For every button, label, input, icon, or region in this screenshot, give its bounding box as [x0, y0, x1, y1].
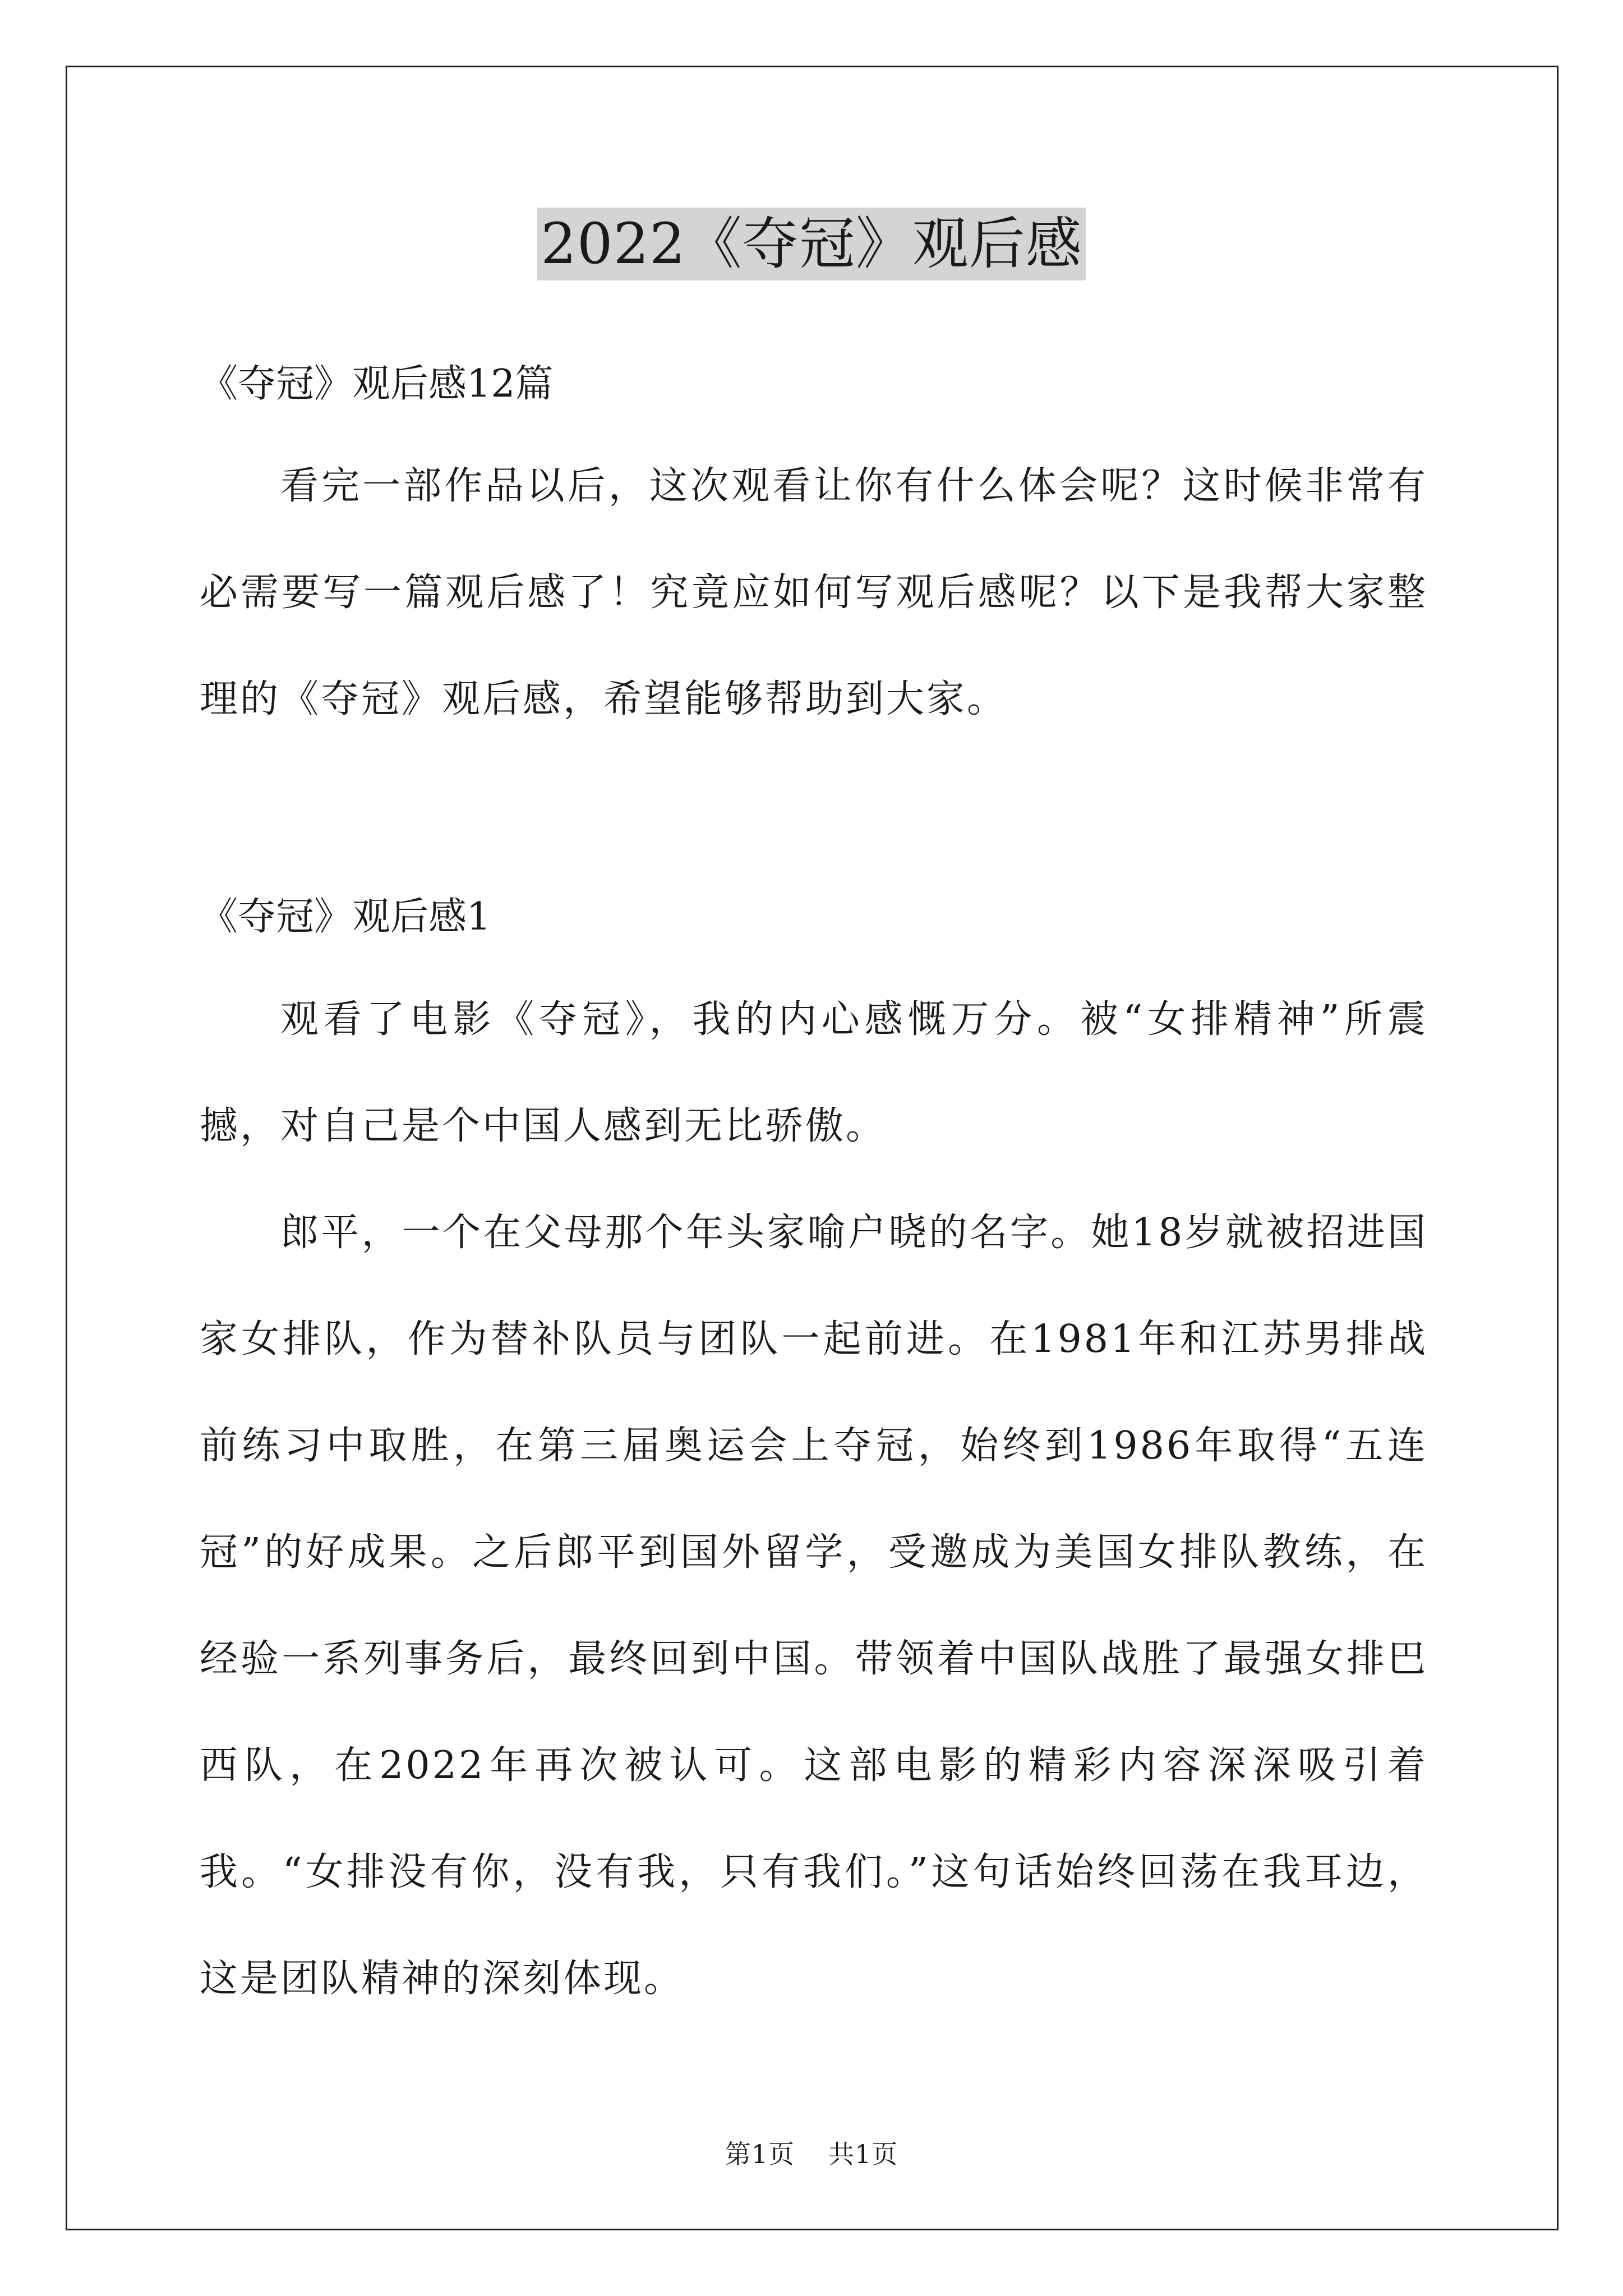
section-body [200, 967, 1428, 2032]
section-heading: 《夺冠》观后感1 [200, 895, 491, 939]
section-heading-block [200, 892, 1428, 942]
document-subtitle: 《夺冠》观后感12篇 [200, 362, 554, 406]
page-footer [0, 2137, 1623, 2171]
body-paragraph: 观看了电影《夺冠》，我的内心感慨万分。被“女排精神”所震撼，对自己是个中国人感到无比骄傲。 [200, 997, 1428, 1148]
document-title: 2022《夺冠》观后感 [537, 208, 1086, 280]
page-number: 第1页 [725, 2139, 795, 2169]
intro-paragraph-block [200, 433, 1428, 753]
body-paragraph: 郎平，一个在父母那个年头家喻户晓的名字。她18岁就被招进国家女排队，作为替补队员与团队一起前进。在1981年和江苏男排战前练习中取胜，在第三届奥运会上夺冠，始终到1986年取得“五连冠”的好成果。之后郎平到国外留学，受邀成为美国女排队教练，在经验一系列事务后，最终回到中国。带领着中国队战胜了最强女排巴西队，在2022年再次被认可。这部电影的精彩内容深深吸引着我。“女排没有你，没有我，只有我们。”这句话始终回荡在我耳边，这是团队精神的深刻体现。 [200, 1211, 1428, 2001]
page-total: 共1页 [828, 2139, 898, 2169]
title-container [0, 208, 1623, 280]
intro-block [200, 359, 1428, 409]
intro-paragraph: 看完一部作品以后，这次观看让你有什么体会呢？这时候非常有必需要写一篇观后感了！究竟应如何写观后感呢？以下是我帮大家整理的《夺冠》观后感，希望能够帮助到大家。 [200, 464, 1428, 721]
